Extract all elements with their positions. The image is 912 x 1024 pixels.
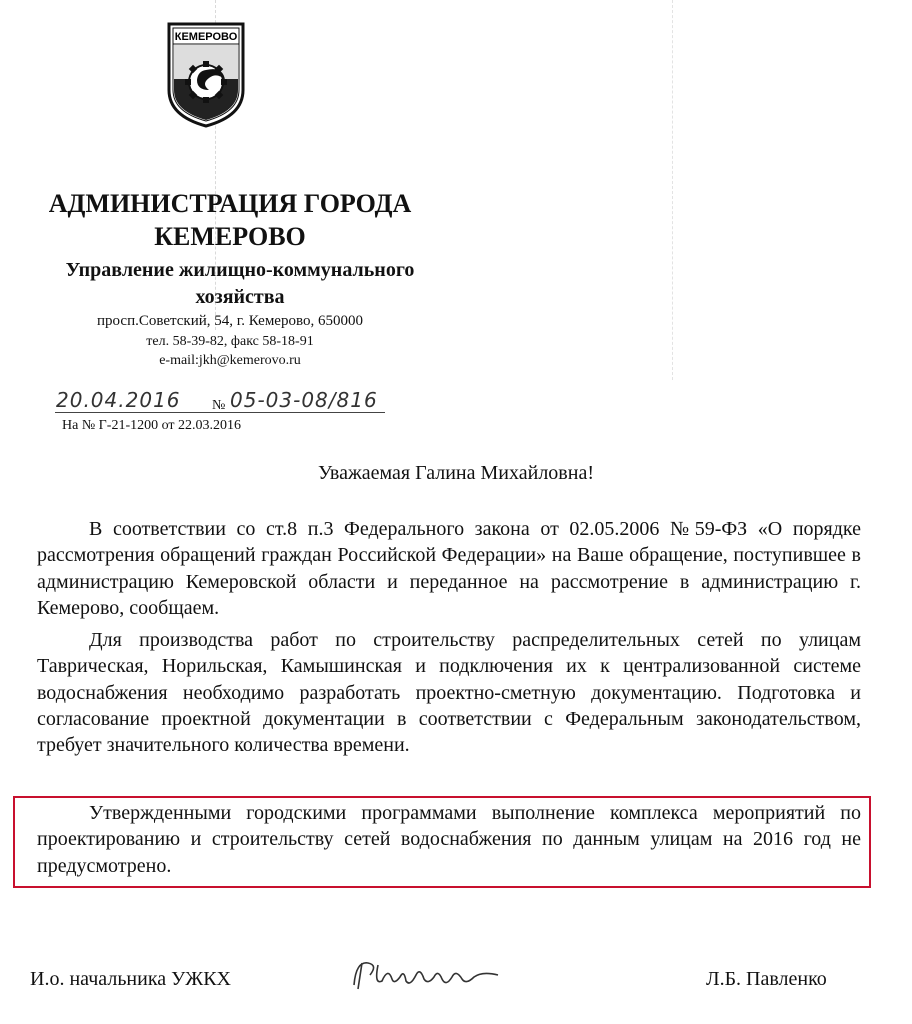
outgoing-date: 20.04.2016 <box>56 388 181 412</box>
postal-address: просп.Советский, 54, г. Кемерово, 650000 <box>97 313 363 329</box>
fold-line <box>672 0 673 380</box>
outgoing-number-label: № <box>212 398 226 413</box>
email-address: e-mail:jkh@kemerovo.ru <box>159 353 301 368</box>
registration-underline <box>55 412 385 413</box>
greeting: Уважаемая Галина Михайловна! <box>318 462 594 484</box>
paragraph: Для производства работ по строительству распределительных сетей по улицам Таврическая, Норильская, Камышинская и подключения их к централизованной системе водоснабжения необходимо разработать проектно-сметную документацию. Подготовка и согласование проектной документации в соответствии с Федеральным законодательством, требует значительного количества времени. <box>37 629 861 757</box>
city-coat-of-arms-icon <box>165 20 247 130</box>
phone-fax: тел. 58-39-82, факс 58-18-91 <box>146 334 314 349</box>
department-name: Управление жилищно-коммунального <box>65 259 415 281</box>
crest-city-label: КЕМЕРОВО <box>174 31 238 43</box>
handwritten-signature <box>348 955 508 995</box>
paragraph: В соответствии со ст.8 п.3 Федерального закона от 02.05.2006 №59-ФЗ «О порядке рассмотрения обращений граждан Российской Федерации» на Ваше обращение, поступившее в администрацию Кемеровской области и переданное на рассмотрение в администрацию г. Кемерово, сообщаем. <box>37 518 861 619</box>
reply-reference: На № Г-21-1200 от 22.03.2016 <box>62 418 242 433</box>
signatory-role: И.о. начальника УЖКХ <box>30 968 231 990</box>
signatory-name: Л.Б. Павленко <box>706 968 827 990</box>
paragraph-highlighted: Утвержденными городскими программами выполнение комплекса мероприятий по проектированию и строительству сетей водоснабжения по данным улицам на 2016 год не предусмотрено. <box>37 802 861 877</box>
org-title-city: КЕМЕРОВО <box>154 222 306 251</box>
outgoing-number: 05-03-08/816 <box>230 388 378 412</box>
org-title: АДМИНИСТРАЦИЯ ГОРОДА <box>48 189 412 218</box>
department-name-cont: хозяйства <box>195 286 285 308</box>
